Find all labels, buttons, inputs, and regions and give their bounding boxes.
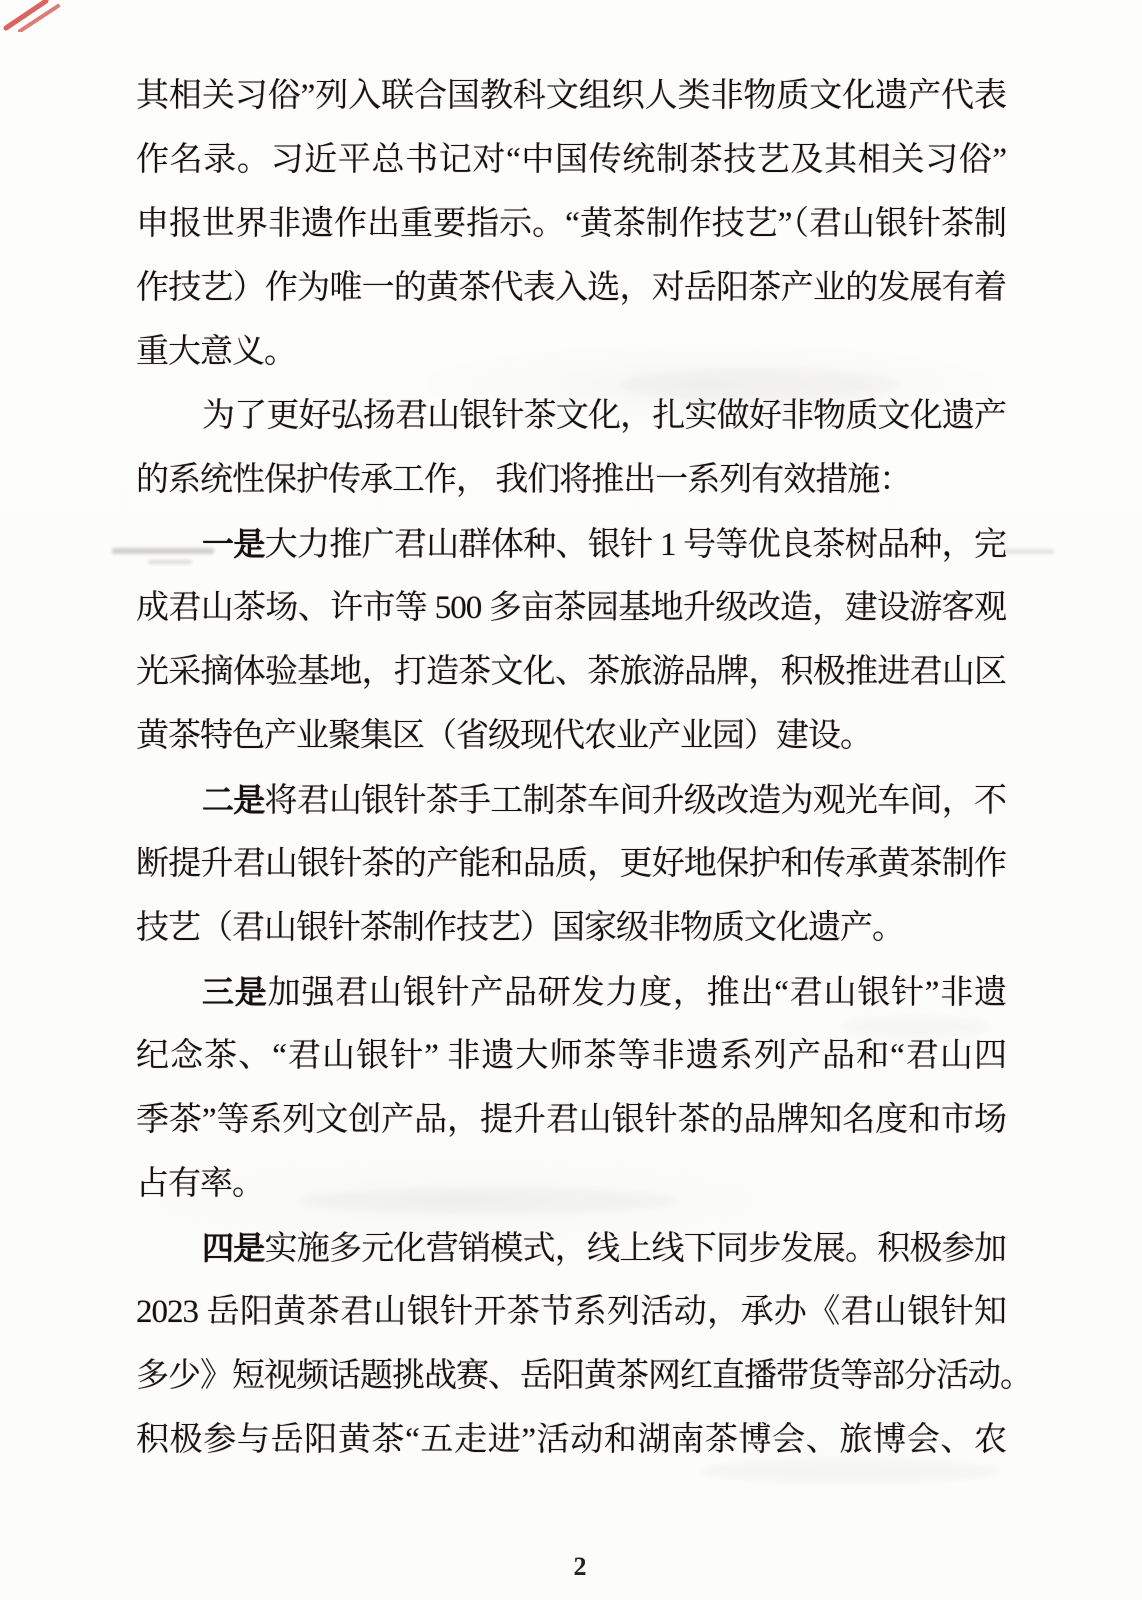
run: 实施多元化营销模式，线上线下同步发展。积极参加	[264, 1231, 1006, 1267]
text-line: 断提升君山银针茶的产能和品质，更好地保护和传承黄茶制作	[136, 846, 1006, 882]
lead-in-bold: 三是	[202, 974, 268, 1010]
lead-in-bold: 四是	[202, 1230, 265, 1266]
text-line: 作技艺）作为唯一的黄茶代表入选，对岳阳茶产业的发展有着	[136, 270, 1006, 306]
text-line: 光采摘体验基地，打造茶文化、茶旅游品牌，积极推进君山区	[136, 654, 1006, 690]
text-line: 多少》短视频话题挑战赛、岳阳黄茶网红直播带货等部分活动。	[136, 1358, 1032, 1394]
run: 大力推广君山群体种、银针 1 号等优良茶树品种，完	[264, 527, 1006, 563]
text-line	[136, 960, 1006, 1024]
text-line: 黄茶特色产业聚集区（省级现代农业产业园）建设。	[136, 718, 872, 754]
text-line: 的系统性保护传承工作， 我们将推出一系列有效措施：	[136, 462, 912, 498]
text-line: 占有率。	[136, 1166, 264, 1202]
text-line	[136, 768, 1006, 832]
text-line: 为了更好弘扬君山银针茶文化，扎实做好非物质文化遗产	[202, 398, 1006, 434]
run: 加强君山银针产品研发力度，推出“君山银针”非遗	[267, 975, 1006, 1011]
text-line: 技艺（君山银针茶制作技艺）国家级非物质文化遗产。	[136, 910, 904, 946]
page-number: 2	[573, 1552, 587, 1581]
text-line: 季茶”等系列文创产品，提升君山银针茶的品牌知名度和市场	[136, 1102, 1006, 1138]
scan-smudge	[1002, 549, 1054, 554]
text-line	[136, 1216, 1006, 1280]
text-line: 纪念茶、“君山银针” 非遗大师茶等非遗系列产品和“君山四	[136, 1038, 1006, 1074]
text-line: 作名录。习近平总书记对“中国传统制茶技艺及其相关习俗”	[136, 142, 1006, 178]
text-line: 重大意义。	[136, 334, 296, 370]
lead-in-bold: 一是	[202, 526, 265, 562]
text-line: 其相关习俗”列入联合国教科文组织人类非物质文化遗产代表	[136, 78, 1006, 114]
run: 将君山银针茶手工制茶车间升级改造为观光车间，不	[264, 783, 1006, 819]
text-line: 成君山茶场、许市等 500 多亩茶园基地升级改造，建设游客观	[136, 590, 1006, 626]
text-line: 申报世界非遗作出重要指示。“黄茶制作技艺”（君山银针茶制	[136, 206, 1006, 242]
text-line	[136, 512, 1006, 576]
red-pen-mark	[2, 0, 74, 32]
lead-in-bold: 二是	[202, 782, 265, 818]
text-line: 积极参与岳阳黄茶“五走进”活动和湖南茶博会、旅博会、农	[136, 1422, 1006, 1458]
text-line: 2023 岳阳黄茶君山银针开茶节系列活动，承办《君山银针知	[136, 1294, 1006, 1330]
document-text	[136, 64, 1032, 1472]
